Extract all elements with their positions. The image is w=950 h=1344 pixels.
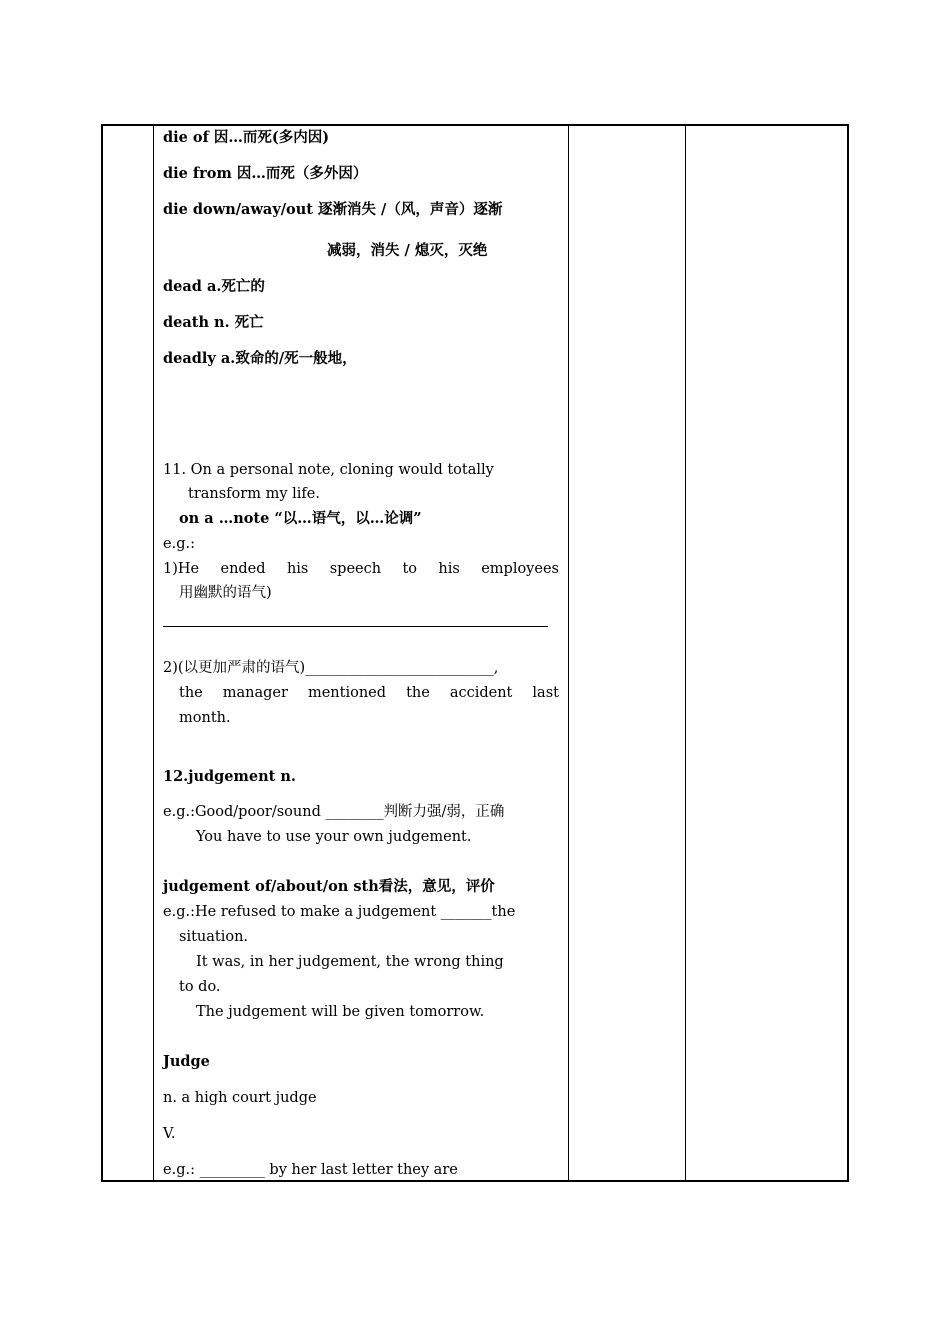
- example-judgement-4: The judgement will be given tomorrow.: [196, 1004, 485, 1020]
- example-judgement-1-sentence: You have to use your own judgement.: [196, 829, 472, 845]
- example-2-word: manager: [222, 685, 288, 701]
- example-1-word: speech: [329, 561, 382, 577]
- judge-heading: Judge: [163, 1053, 210, 1070]
- column-divider-1: [153, 124, 154, 1182]
- example-judgement-2: e.g.:He refused to make a judgement _______the: [163, 904, 516, 920]
- judge-example: e.g.: _________ by her last letter they are: [163, 1162, 458, 1178]
- eg-label-1: e.g.:: [163, 536, 195, 552]
- entry-die-down-cont: 减弱，消失 / 熄灭，灭绝: [327, 242, 488, 259]
- example-1-word: to: [402, 561, 418, 577]
- example-1-word: 1)He: [163, 561, 200, 577]
- example-2: 2)(以更加严肃的语气)__________________________,: [163, 660, 499, 676]
- column-divider-2: [568, 124, 569, 1182]
- on-a-note: on a …note “以…语气，以…论调”: [179, 510, 422, 527]
- example-judgement-3: It was, in her judgement, the wrong thing: [196, 954, 504, 970]
- example-2-word: the: [179, 685, 203, 701]
- example-judgement-3-cont: to do.: [179, 979, 221, 995]
- judgement-of: judgement of/about/on sth看法，意见，评价: [163, 878, 495, 895]
- entry-death: death n. 死亡: [163, 314, 264, 331]
- item-12: 12.judgement n.: [163, 768, 296, 785]
- item-11: 11. On a personal note, cloning would totally: [163, 462, 494, 478]
- example-2-line: [179, 684, 559, 702]
- notes-column: [163, 124, 559, 1180]
- example-2-word: mentioned: [307, 685, 387, 701]
- entry-deadly: deadly a.致命的/死一般地，: [163, 350, 357, 367]
- example-1-word: ended: [220, 561, 266, 577]
- answer-line: [163, 626, 548, 627]
- judge-noun: n. a high court judge: [163, 1090, 317, 1106]
- example-2-word: the: [406, 685, 430, 701]
- example-judgement-1: e.g.:Good/poor/sound ________判断力强/弱，正确: [163, 804, 505, 820]
- example-2-word: accident: [449, 685, 513, 701]
- example-2-word: last: [532, 685, 559, 701]
- entry-die-from: die from 因…而死（多外因）: [163, 165, 368, 182]
- item-11-cont: transform my life.: [188, 486, 320, 502]
- entry-dead: dead a.死亡的: [163, 278, 265, 295]
- example-1-word: his: [438, 561, 460, 577]
- example-judgement-2-cont: situation.: [179, 929, 249, 945]
- example-1-cont: 用幽默的语气): [179, 585, 272, 601]
- judge-verb: V.: [163, 1126, 176, 1142]
- example-1: [163, 560, 559, 578]
- example-1-word: employees: [481, 561, 559, 577]
- example-2-end: month.: [179, 710, 231, 726]
- entry-die-down: die down/away/out 逐渐消失 /（风，声音）逐渐: [163, 201, 503, 218]
- example-1-word: his: [286, 561, 309, 577]
- column-divider-3: [685, 124, 686, 1182]
- entry-die-of: die of 因…而死(多内因): [163, 129, 330, 146]
